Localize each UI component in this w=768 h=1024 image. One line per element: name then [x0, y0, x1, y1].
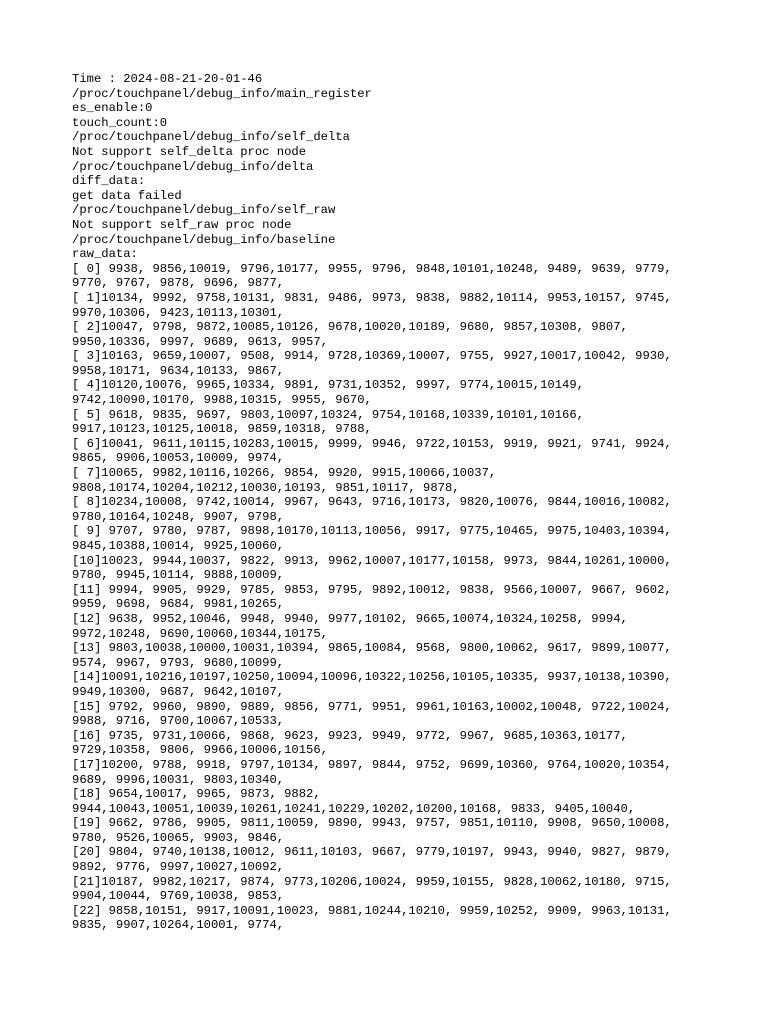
log-line: 9865, 9906,10053,10009, 9974,: [72, 451, 285, 466]
log-line: 9958,10171, 9634,10133, 9867,: [72, 363, 285, 378]
log-line: 9917,10123,10125,10018, 9859,10318, 9788,: [72, 422, 372, 437]
log-line: 9574, 9967, 9793, 9680,10099,: [72, 655, 285, 670]
log-line: [ 6]10041, 9611,10115,10283,10015, 9999, 9946, 9722,10153, 9919, 9921, 9741, 9924,: [72, 436, 672, 451]
log-line: [10]10023, 9944,10037, 9822, 9913, 9962,10007,10177,10158, 9973, 9844,10261,10000,: [72, 553, 672, 568]
log-line: 9988, 9716, 9700,10067,10533,: [72, 714, 285, 729]
log-line: [ 5] 9618, 9835, 9697, 9803,10097,10324, 9754,10168,10339,10101,10166,: [72, 407, 584, 422]
log-line: Not support self_raw proc node: [72, 217, 292, 232]
log-line: /proc/touchpanel/debug_info/self_delta: [72, 130, 350, 145]
log-line: Time : 2024-08-21-20-01-46: [72, 72, 263, 86]
log-line: /proc/touchpanel/debug_info/baseline: [72, 232, 336, 247]
log-line: [ 2]10047, 9798, 9872,10085,10126, 9678,10020,10189, 9680, 9857,10308, 9807,: [72, 320, 628, 335]
log-line: 9972,10248, 9690,10060,10344,10175,: [72, 626, 328, 641]
log-line: 9808,10174,10204,10212,10030,10193, 9851,10117, 9878,: [72, 480, 460, 495]
log-line: 9845,10388,10014, 9925,10060,: [72, 539, 285, 553]
log-line: [12] 9638, 9952,10046, 9948, 9940, 9977,10102, 9665,10074,10324,10258, 9994,: [72, 611, 628, 626]
log-line: 9949,10300, 9687, 9642,10107,: [72, 684, 285, 699]
log-line: diff_data:: [72, 174, 146, 189]
log-line: 9944,10043,10051,10039,10261,10241,10229,10202,10200,10168, 9833, 9405,10040,: [72, 801, 636, 816]
log-line: 9950,10336, 9997, 9689, 9613, 9957,: [72, 334, 328, 349]
log-line: es_enable:0: [72, 101, 153, 116]
log-line: 9904,10044, 9769,10038, 9853,: [72, 889, 285, 904]
log-line: [17]10200, 9788, 9918, 9797,10134, 9897, 9844, 9752, 9699,10360, 9764,10020,10354,: [72, 757, 672, 772]
log-line: [18] 9654,10017, 9965, 9873, 9882,: [72, 787, 321, 802]
log-line: /proc/touchpanel/debug_info/self_raw: [72, 203, 336, 218]
log-line: 9835, 9907,10264,10001, 9774,: [72, 918, 285, 933]
log-line: raw_data:: [72, 247, 138, 262]
log-line: [ 4]10120,10076, 9965,10334, 9891, 9731,10352, 9997, 9774,10015,10149,: [72, 378, 584, 393]
log-line: [ 0] 9938, 9856,10019, 9796,10177, 9955, 9796, 9848,10101,10248, 9489, 9639, 9779,: [72, 261, 672, 276]
log-line: 9970,10306, 9423,10113,10301,: [72, 305, 285, 320]
log-line: [11] 9994, 9905, 9929, 9785, 9853, 9795, 9892,10012, 9838, 9566,10007, 9667, 9602,: [72, 582, 672, 597]
log-line: [ 1]10134, 9992, 9758,10131, 9831, 9486, 9973, 9838, 9882,10114, 9953,10157, 9745,: [72, 290, 672, 305]
log-line: get data failed: [72, 188, 182, 203]
log-line: 9729,10358, 9806, 9966,10006,10156,: [72, 743, 328, 758]
log-line: 9892, 9776, 9997,10027,10092,: [72, 860, 285, 875]
log-line: [ 8]10234,10008, 9742,10014, 9967, 9643, 9716,10173, 9820,10076, 9844,10016,10082,: [72, 495, 672, 510]
log-line: 9959, 9698, 9684, 9981,10265,: [72, 597, 285, 612]
log-line: 9780,10164,10248, 9907, 9798,: [72, 509, 285, 524]
log-line: 9770, 9767, 9878, 9696, 9877,: [72, 276, 285, 291]
log-line: 9689, 9996,10031, 9803,10340,: [72, 772, 285, 787]
log-line: 9742,10090,10170, 9988,10315, 9955, 9670,: [72, 393, 372, 408]
log-line: [ 3]10163, 9659,10007, 9508, 9914, 9728,10369,10007, 9755, 9927,10017,10042, 9930,: [72, 349, 672, 364]
log-line: /proc/touchpanel/debug_info/main_register: [72, 86, 372, 101]
log-line: [15] 9792, 9960, 9890, 9889, 9856, 9771, 9951, 9961,10163,10002,10048, 9722,10024,: [72, 699, 672, 714]
log-line: /proc/touchpanel/debug_info/delta: [72, 159, 314, 174]
log-line: Not support self_delta proc node: [72, 144, 307, 159]
log-line: [22] 9858,10151, 9917,10091,10023, 9881,10244,10210, 9959,10252, 9909, 9963,10131,: [72, 903, 672, 918]
log-line: 9780, 9526,10065, 9903, 9846,: [72, 830, 285, 845]
log-line: touch_count:0: [72, 115, 168, 130]
log-line: 9780, 9945,10114, 9888,10009,: [72, 568, 285, 583]
log-line: [16] 9735, 9731,10066, 9868, 9623, 9923, 9949, 9772, 9967, 9685,10363,10177,: [72, 728, 628, 743]
log-text-block: [72, 72, 752, 933]
log-line: [ 7]10065, 9982,10116,10266, 9854, 9920, 9915,10066,10037,: [72, 466, 497, 481]
log-line: [ 9] 9707, 9780, 9787, 9898,10170,10113,10056, 9917, 9775,10465, 9975,10403,10394,: [72, 524, 672, 539]
log-line: [21]10187, 9982,10217, 9874, 9773,10206,10024, 9959,10155, 9828,10062,10180, 9715,: [72, 874, 672, 889]
log-line: [14]10091,10216,10197,10250,10094,10096,10322,10256,10105,10335, 9937,10138,10390,: [72, 670, 672, 685]
log-line: [19] 9662, 9786, 9905, 9811,10059, 9890, 9943, 9757, 9851,10110, 9908, 9650,10008,: [72, 816, 672, 831]
log-line: [20] 9804, 9740,10138,10012, 9611,10103, 9667, 9779,10197, 9943, 9940, 9827, 9879,: [72, 845, 672, 860]
log-line: [13] 9803,10038,10000,10031,10394, 9865,10084, 9568, 9800,10062, 9617, 9899,10077,: [72, 641, 672, 656]
